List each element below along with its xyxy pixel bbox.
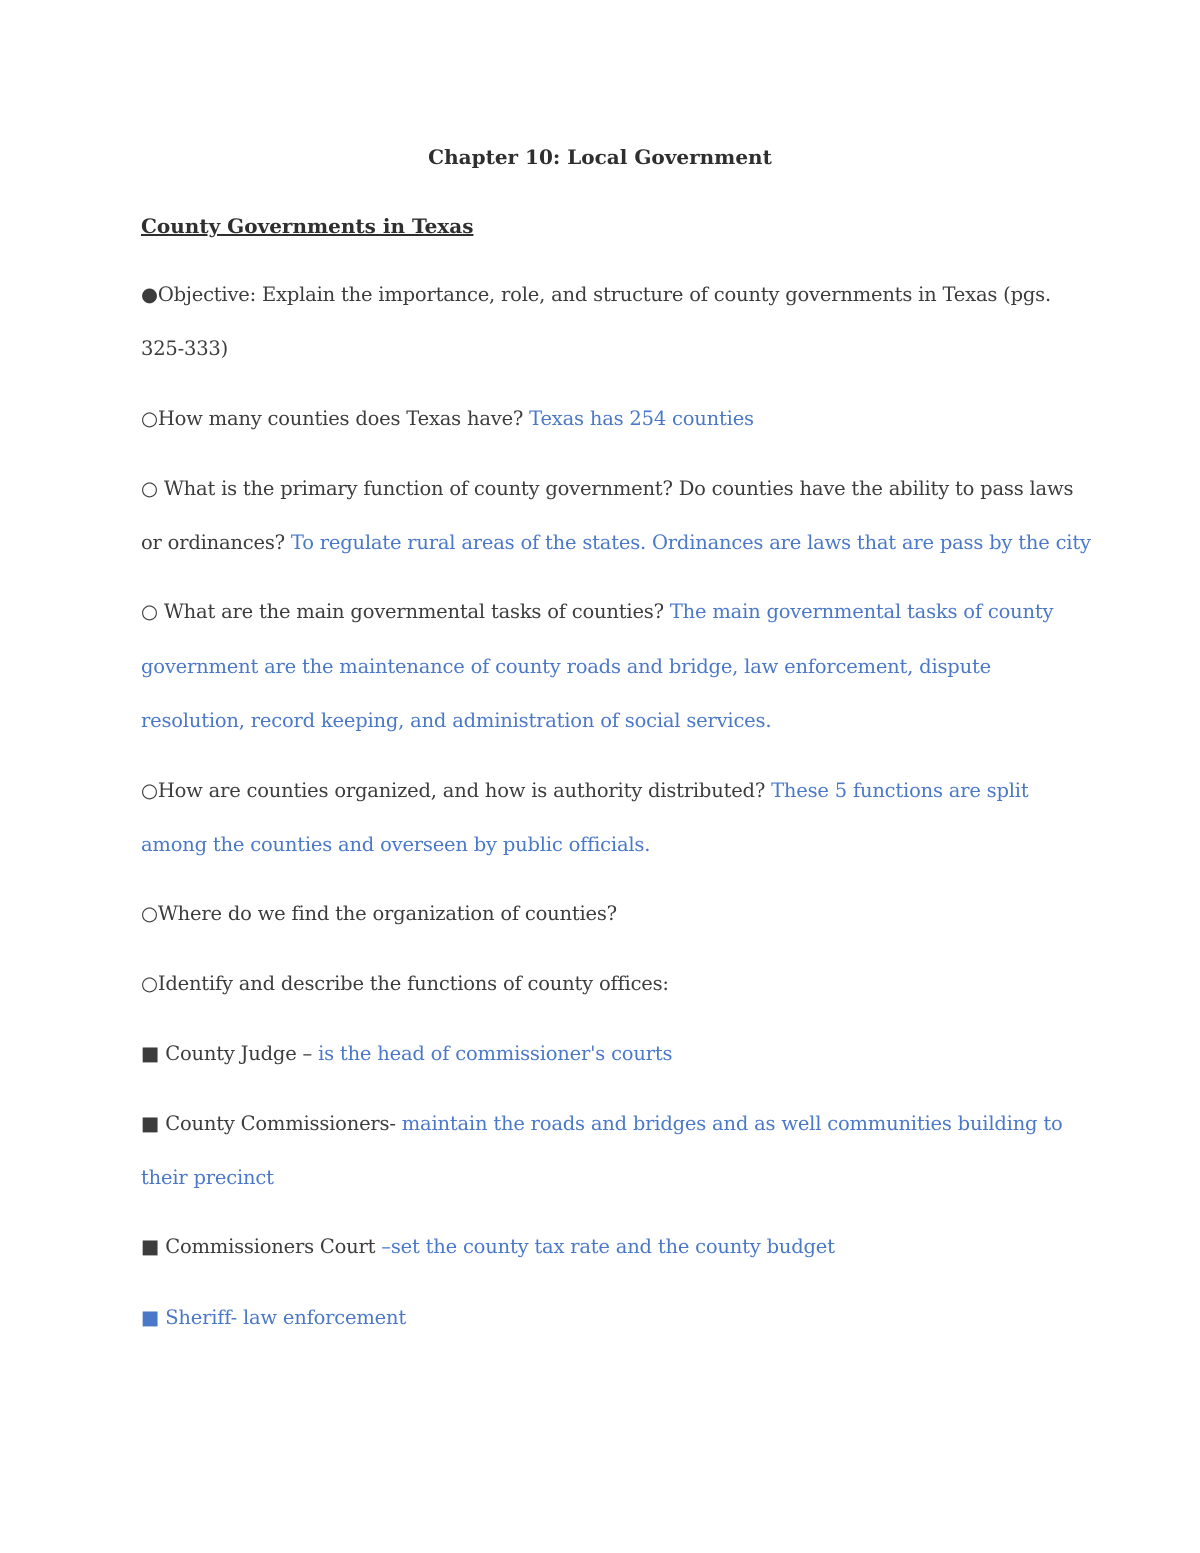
office-county-judge [141, 1040, 1061, 1068]
question-where-organization: ○Where do we find the organization of counties? [141, 902, 617, 925]
answer-text: These 5 functions are split [771, 779, 1029, 802]
section-heading: County Governments in Texas [141, 214, 474, 238]
answer-text: To regulate rural areas of the states. Ordinances are laws that are pass by the city [290, 531, 1091, 554]
question-text: ○ What are the main governmental tasks of counties? [141, 600, 670, 623]
answer-tasks-line-3: resolution, record keeping, and administration of social services. [141, 709, 772, 732]
question-ordinances [141, 529, 1091, 557]
question-primary-function: ○ What is the primary function of county government? Do counties have the ability to pass laws [141, 477, 1074, 500]
answer-organization-line-2: among the counties and overseen by public officials. [141, 833, 651, 856]
question-county-offices: ○Identify and describe the functions of county offices: [141, 972, 669, 995]
question-governmental-tasks [141, 598, 1061, 626]
office-label: ■ County Judge – [141, 1042, 319, 1065]
question-counties-count [141, 405, 1061, 433]
answer-text: The main governmental tasks of county [669, 600, 1054, 623]
office-commissioners-line-2: their precinct [141, 1166, 274, 1189]
question-text: ○How are counties organized, and how is authority distributed? [141, 779, 772, 802]
answer-text: Texas has 254 counties [529, 407, 754, 430]
chapter-title: Chapter 10: Local Government [428, 145, 772, 169]
answer-tasks-line-2: government are the maintenance of county roads and bridge, law enforcement, dispute [141, 655, 991, 678]
question-text: ○How many counties does Texas have? [141, 407, 530, 430]
office-answer: is the head of commissioner's courts [318, 1042, 673, 1065]
objective-line-2: 325-333) [141, 337, 229, 360]
question-organization [141, 777, 1061, 805]
objective-line-1: ●Objective: Explain the importance, role, and structure of county governments in Texas (pgs. [141, 283, 1051, 306]
office-county-commissioners [141, 1110, 1061, 1138]
office-sheriff: ■ Sheriff- law enforcement [141, 1306, 406, 1329]
office-label: ■ County Commissioners- [141, 1112, 402, 1135]
office-commissioners-court [141, 1233, 1061, 1261]
office-answer: maintain the roads and bridges and as well communities building to [401, 1112, 1063, 1135]
question-text: or ordinances? [141, 531, 291, 554]
office-answer: –set the county tax rate and the county budget [381, 1235, 835, 1258]
office-label: ■ Commissioners Court [141, 1235, 382, 1258]
